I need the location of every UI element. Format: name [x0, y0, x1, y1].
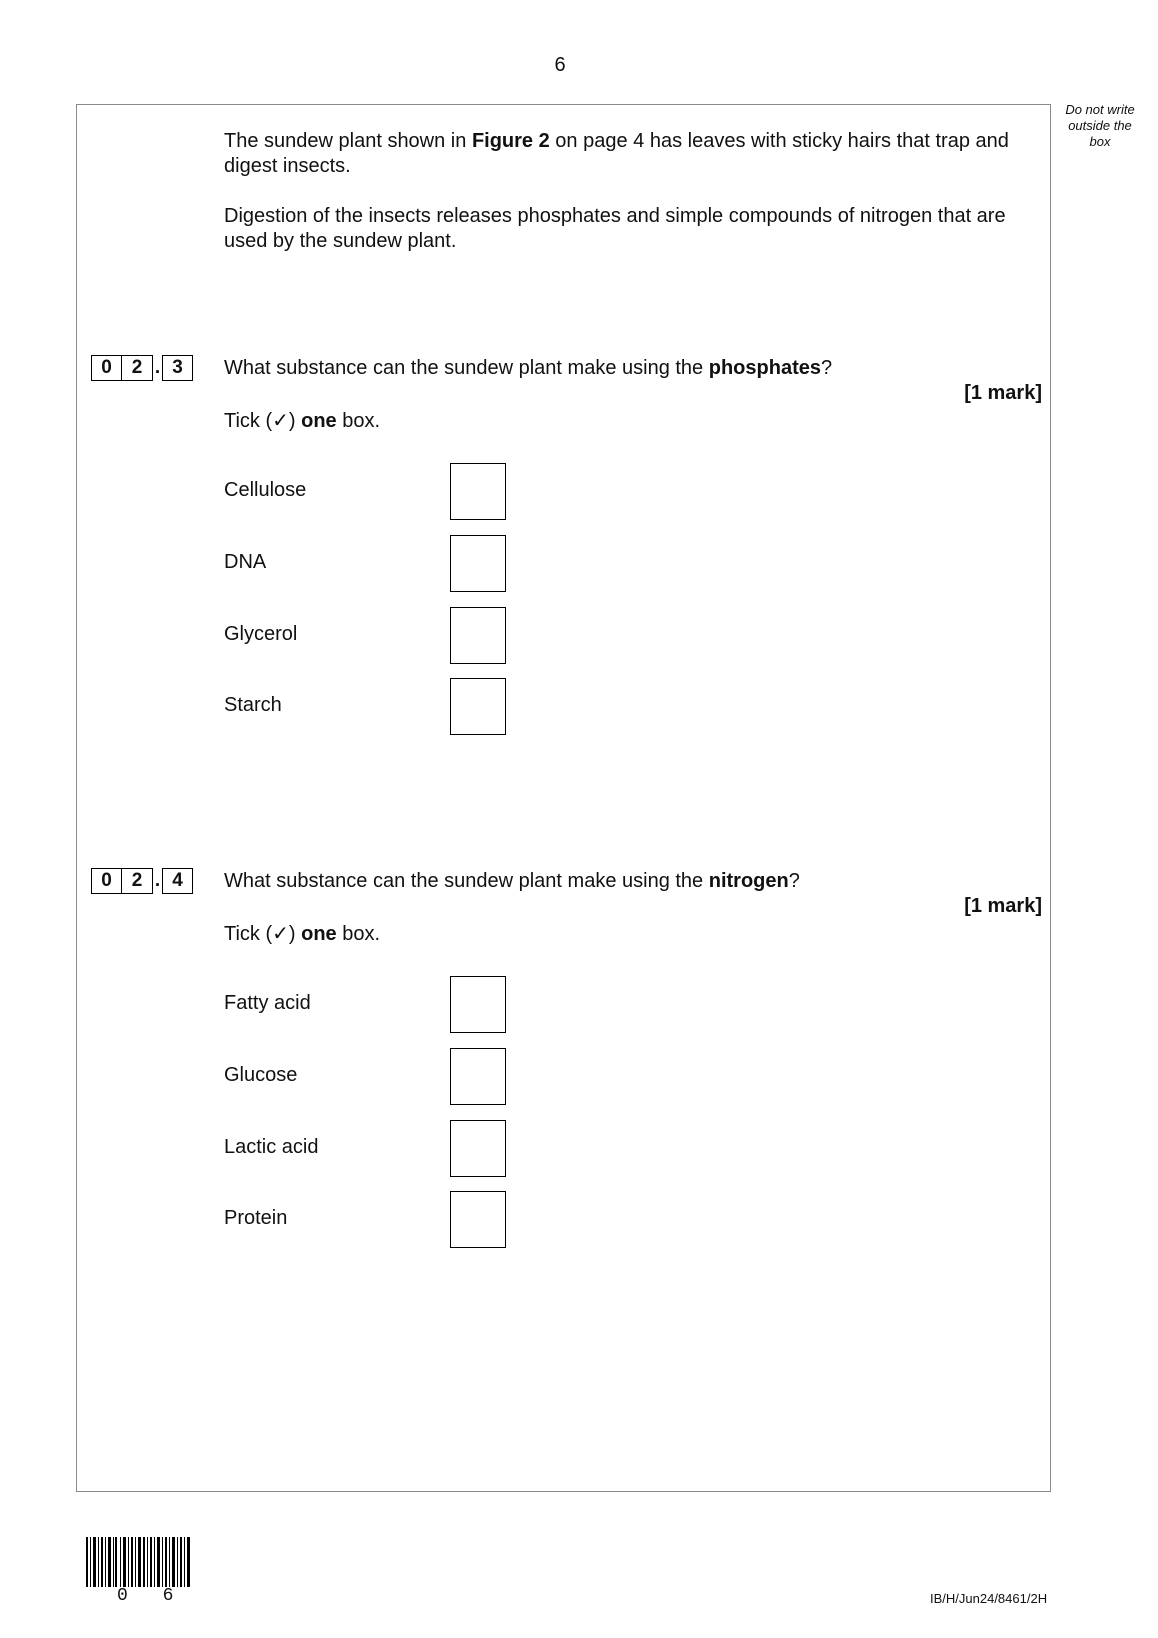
- barcode-image: [86, 1537, 192, 1587]
- answer-frame: [76, 104, 1051, 1492]
- question-text-02-3: What substance can the sundew plant make using the phosphates?: [224, 357, 833, 379]
- option-label-protein: Protein: [224, 1207, 288, 1229]
- tick-box-protein[interactable]: [450, 1191, 506, 1248]
- question-number-02-4: [91, 868, 193, 894]
- page-number: 6: [554, 54, 566, 76]
- barcode-digits: 0 6: [117, 1586, 186, 1606]
- option-label-glycerol: Glycerol: [224, 623, 298, 645]
- question-number-02-3: [91, 355, 193, 381]
- question-text-02-4: What substance can the sundew plant make using the nitrogen?: [224, 870, 800, 892]
- intro-paragraph-1: The sundew plant shown in Figure 2 on page 4 has leaves with sticky hairs that trap and digest insects.: [224, 130, 1009, 177]
- option-label-fatty-acid: Fatty acid: [224, 992, 311, 1014]
- question-number-digit: 4: [162, 868, 193, 894]
- tick-box-fatty-acid[interactable]: [450, 976, 506, 1033]
- intro-paragraph-2: Digestion of the insects releases phosphates and simple compounds of nitrogen that are used by the sundew plant.: [224, 205, 1006, 252]
- paper-reference: IB/H/Jun24/8461/2H: [930, 1591, 1048, 1606]
- tick-box-glucose[interactable]: [450, 1048, 506, 1105]
- tick-box-starch[interactable]: [450, 678, 506, 735]
- marks-02-4: [1 mark]: [964, 895, 1042, 917]
- margin-note: Do not write outside the box: [1065, 102, 1135, 149]
- question-number-dot: .: [154, 357, 161, 378]
- tick-instruction-02-3: Tick (✓) one box.: [224, 410, 381, 432]
- question-number-digit: 0: [91, 868, 122, 894]
- figure-reference: Figure 2: [471, 130, 550, 152]
- tick-box-dna[interactable]: [450, 535, 506, 592]
- question-number-dot: .: [154, 870, 161, 891]
- option-label-glucose: Glucose: [224, 1064, 298, 1086]
- option-label-lactic-acid: Lactic acid: [224, 1136, 319, 1158]
- question-number-digit: 2: [122, 355, 153, 381]
- tick-box-lactic-acid[interactable]: [450, 1120, 506, 1177]
- option-label-cellulose: Cellulose: [224, 479, 307, 501]
- question-number-digit: 2: [122, 868, 153, 894]
- question-number-digit: 0: [91, 355, 122, 381]
- question-number-digit: 3: [162, 355, 193, 381]
- marks-02-3: [1 mark]: [964, 382, 1042, 404]
- tick-box-glycerol[interactable]: [450, 607, 506, 664]
- tick-box-cellulose[interactable]: [450, 463, 506, 520]
- option-label-dna: DNA: [224, 551, 267, 573]
- option-label-starch: Starch: [224, 694, 282, 716]
- tick-instruction-02-4: Tick (✓) one box.: [224, 923, 381, 945]
